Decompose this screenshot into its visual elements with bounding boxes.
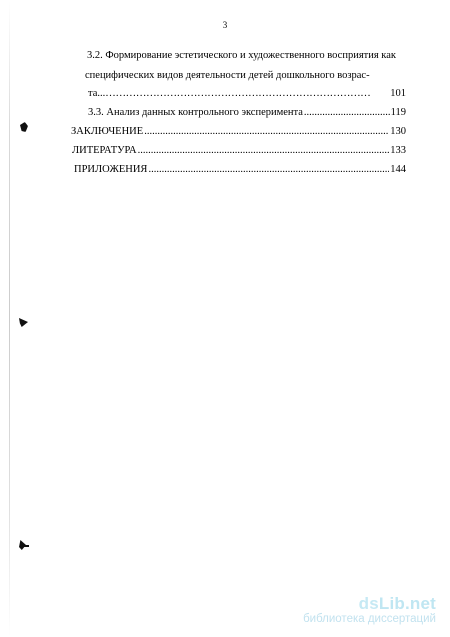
scan-edge-shadow — [9, 0, 10, 637]
watermark — [303, 594, 436, 625]
toc-entry-3-3-page: 119 — [390, 107, 406, 118]
watermark-subtitle: библиотека диссертаций — [303, 613, 436, 625]
page-number: 3 — [222, 20, 228, 30]
toc-entry-literature-label: ЛИТЕРАТУРА — [72, 145, 137, 156]
toc-entry-appendices-page: 144 — [390, 164, 406, 175]
toc-entry-conclusion-page: 130 — [390, 126, 406, 137]
scan-artifact-mark — [20, 122, 28, 132]
toc-entry-3-2-line-1: 3.2. Формирование эстетического и художественного восприятия как — [87, 50, 397, 61]
toc-entry-appendices-label: ПРИЛОЖЕНИЯ — [74, 164, 148, 175]
toc-entry-appendices — [74, 164, 406, 176]
toc-entry-3-3 — [88, 107, 406, 119]
toc-entry-appendices-leader — [148, 164, 389, 176]
toc-entry-3-2-line-2: специфических видов деятельности детей дошкольного возрас- — [85, 70, 370, 81]
toc-entry-conclusion-leader — [144, 126, 389, 138]
toc-entry-literature — [72, 145, 406, 157]
toc-entry-3-2-page: 101 — [390, 88, 406, 99]
watermark-logo: dsLib.net — [358, 594, 436, 613]
toc-entry-conclusion-label: ЗАКЛЮЧЕНИЕ — [71, 126, 144, 137]
toc-entry-3-3-label: 3.3. Анализ данных контрольного эксперимента — [88, 107, 303, 118]
toc-entry-3-3-leader — [304, 107, 390, 119]
toc-entry-literature-page: 133 — [390, 145, 406, 156]
toc-entry-3-2-label: та... — [88, 88, 106, 99]
scan-artifact-mark — [19, 318, 28, 327]
toc-entry-conclusion — [71, 126, 406, 138]
toc-entry-literature-leader — [138, 145, 390, 157]
toc-entry-3-2-leader: …………………………………………………………………… — [105, 88, 371, 99]
toc-entry-3-2-line-3 — [88, 88, 406, 100]
scan-artifact-mark — [23, 545, 29, 547]
